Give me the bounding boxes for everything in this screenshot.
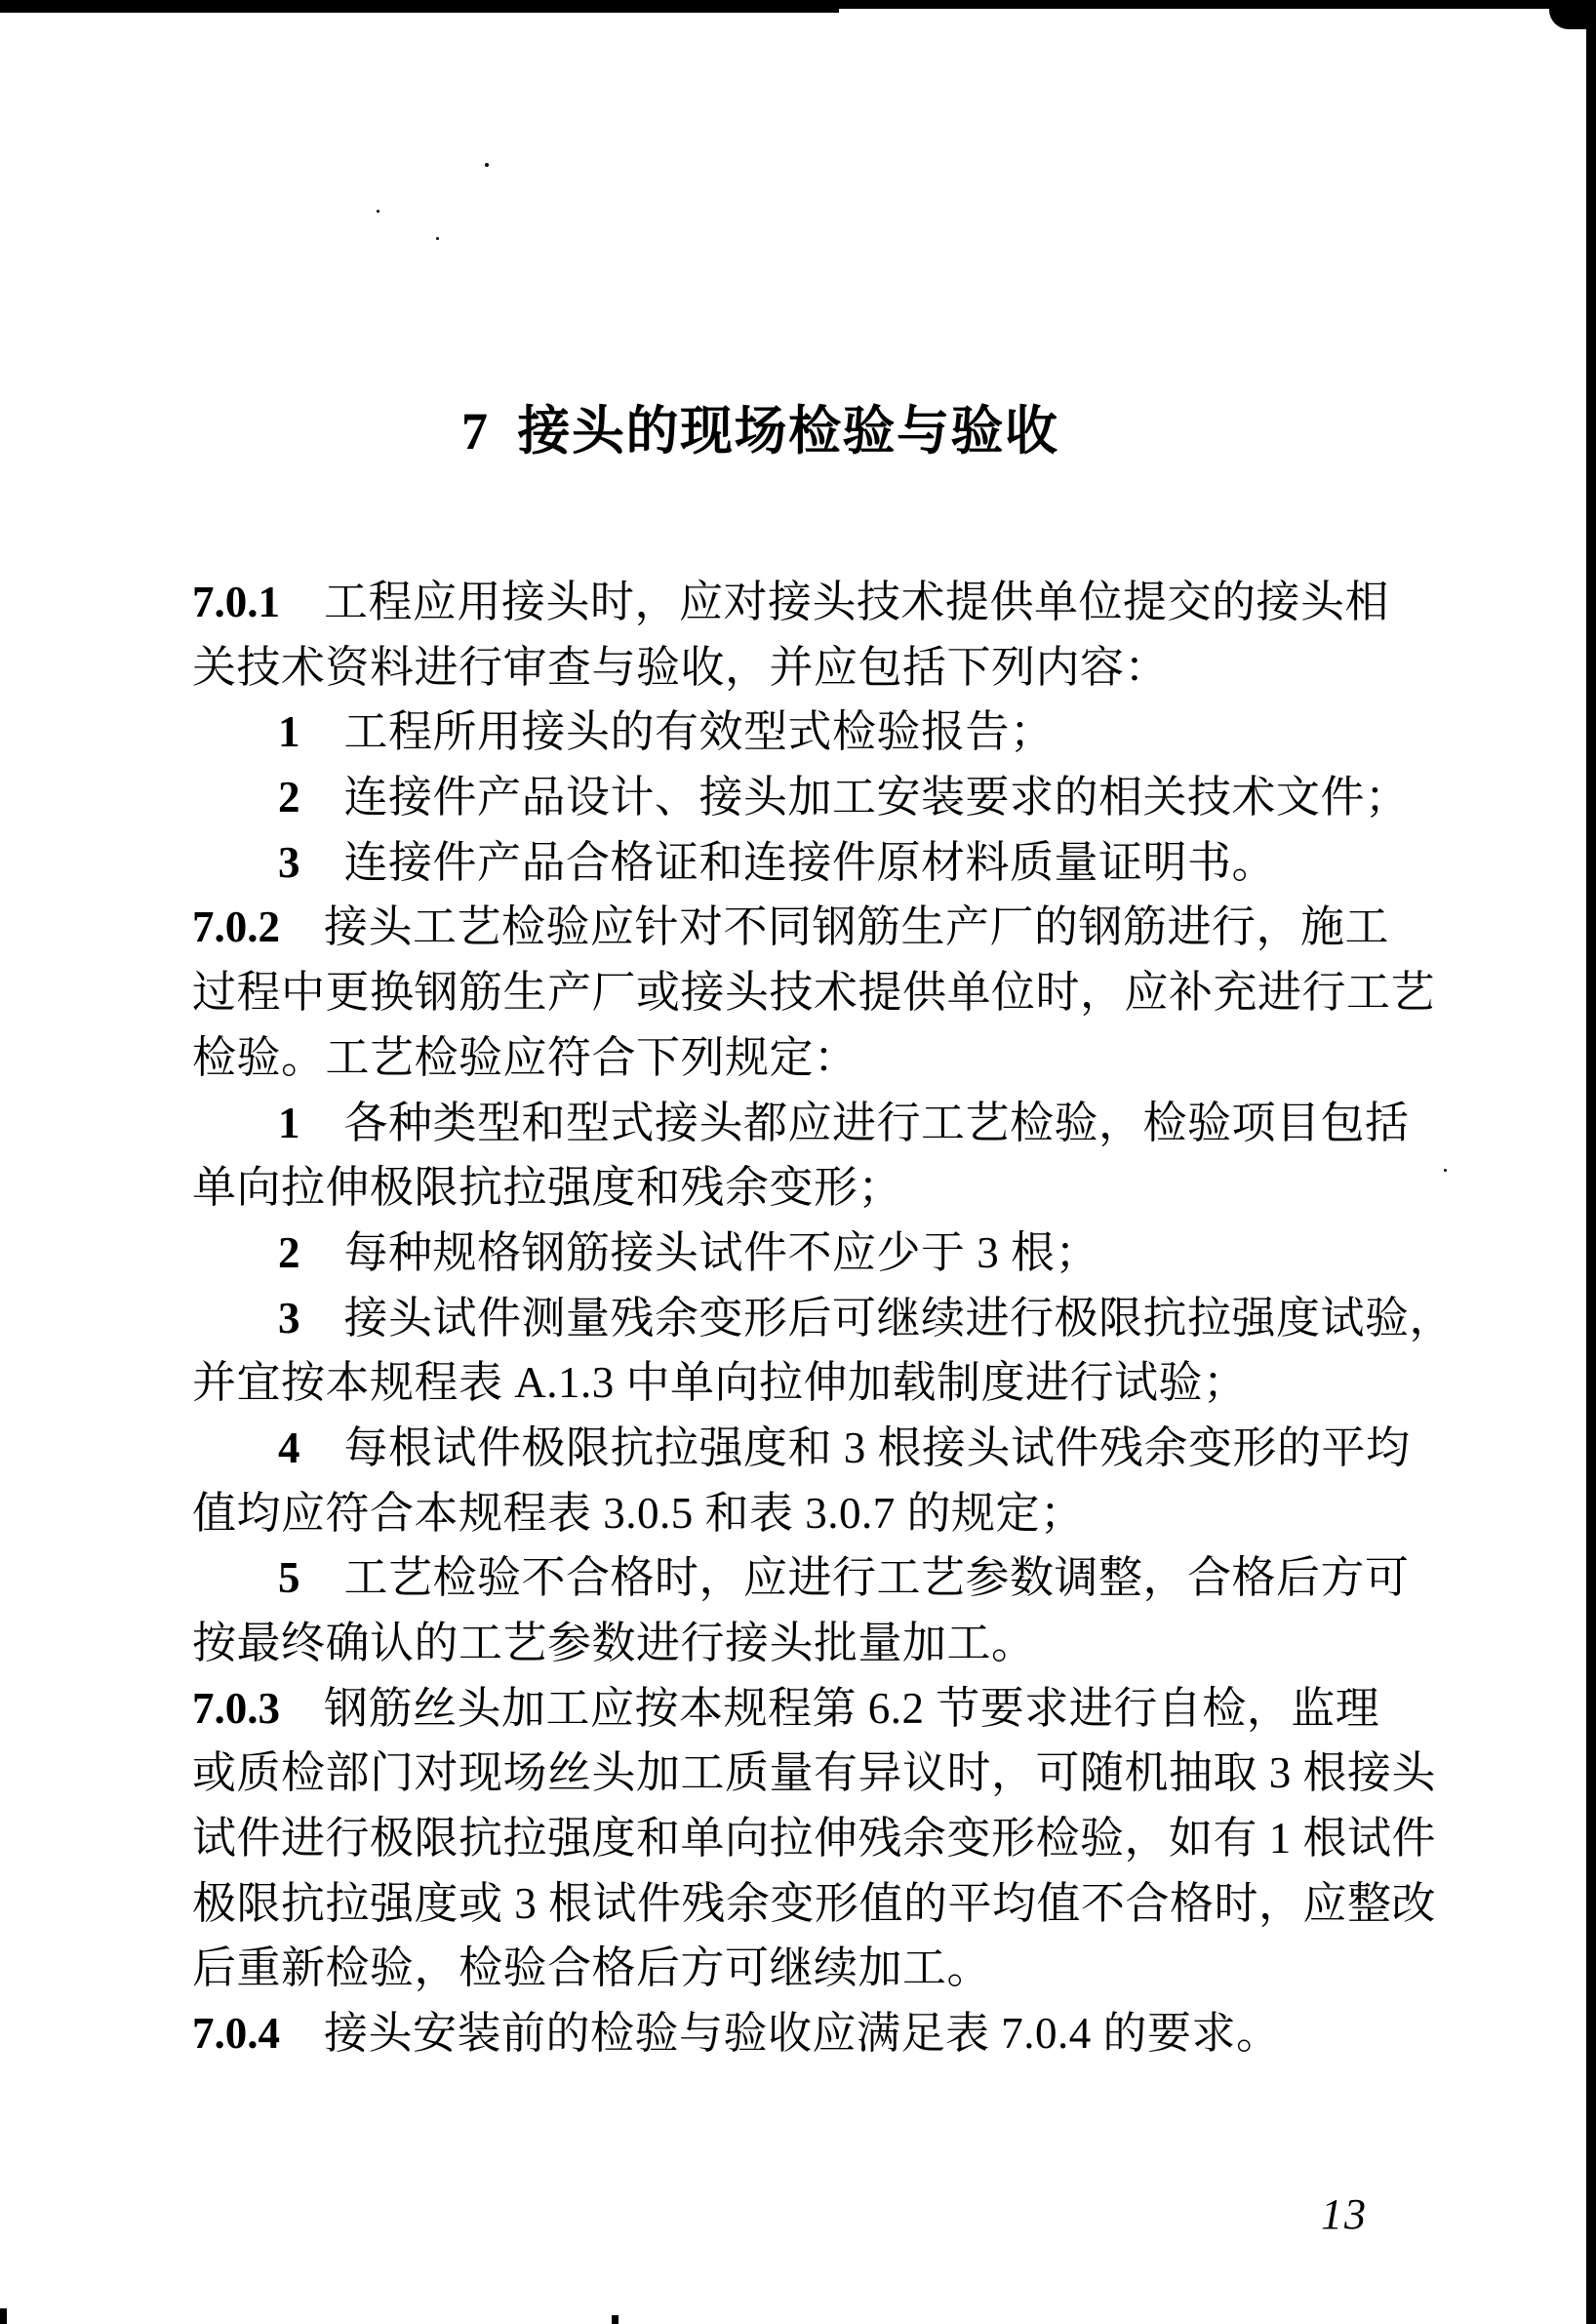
ink-speck — [485, 163, 489, 167]
text-line — [192, 1350, 1407, 1416]
ink-speck — [377, 210, 379, 213]
line-text: 工程应用接头时，应对接头技术提供单位提交的接头相 — [324, 578, 1390, 626]
chapter-title-text: 接头的现场检验与验收 — [517, 402, 1059, 461]
line-text: 工艺检验不合格时，应进行工艺参数调整，合格后方可 — [343, 1553, 1410, 1603]
text-line — [192, 1025, 1407, 1091]
text-line — [192, 1806, 1437, 1871]
text-line — [192, 700, 1407, 765]
text-line — [192, 960, 1436, 1025]
text-line — [192, 765, 1410, 830]
line-text: 值均应符合本规程表 3.0.5 和表 3.0.7 的规定； — [192, 1488, 1085, 1538]
text-line — [192, 1545, 1410, 1611]
section-label: 7.0.2 — [192, 902, 280, 952]
line-text: 每根试件极限抗拉强度和 3 根接头试件残余变形的平均 — [343, 1422, 1411, 1472]
line-text: 按最终确认的工艺参数进行接头批量加工。 — [192, 1619, 1036, 1667]
line-text: 工程所用接头的有效型式检验报告； — [343, 707, 1055, 757]
chapter-title — [461, 402, 1059, 461]
line-text: 各种类型和型式接头都应进行工艺检验，检验项目包括 — [343, 1098, 1410, 1147]
line-text: 连接件产品合格证和连接件原材料质量证明书。 — [343, 837, 1277, 887]
body-text — [192, 570, 1455, 2066]
line-text: 或质检部门对现场丝头加工质量有异议时，可随机抽取 3 根接头 — [192, 1748, 1437, 1798]
text-line — [192, 1286, 1455, 1351]
scan-edge-right — [1586, 0, 1596, 2324]
ink-speck — [1444, 1169, 1447, 1172]
item-number: 3 — [278, 1293, 300, 1342]
scan-edge-top-left — [0, 0, 839, 13]
text-line — [192, 830, 1407, 896]
line-text: 并宜按本规程表 A.1.3 中单向拉伸加载制度进行试验； — [192, 1358, 1248, 1408]
text-line — [192, 1155, 1407, 1221]
section-label: 7.0.1 — [192, 578, 280, 626]
line-text: 每种规格钢筋接头试件不应少于 3 根； — [343, 1227, 1100, 1277]
item-number: 1 — [278, 1098, 300, 1147]
item-number: 2 — [278, 773, 300, 822]
line-text: 试件进行极限抗拉强度和单向拉伸残余变形检验，如有 1 根试件 — [192, 1814, 1437, 1863]
section-label: 7.0.3 — [192, 1683, 280, 1733]
scan-mark-bottom-left — [0, 2308, 7, 2324]
text-line — [192, 1416, 1411, 1481]
scan-mark-bottom-center — [612, 2315, 618, 2324]
item-number: 2 — [278, 1227, 300, 1277]
line-text: 接头安装前的检验与验收应满足表 7.0.4 的要求。 — [324, 2009, 1281, 2059]
line-text: 检验。工艺检验应符合下列规定： — [192, 1032, 858, 1082]
text-line — [192, 895, 1407, 960]
line-text: 连接件产品设计、接头加工安装要求的相关技术文件； — [343, 773, 1410, 822]
section-label: 7.0.4 — [192, 2009, 280, 2059]
text-line — [192, 1221, 1407, 1286]
text-line — [192, 2001, 1407, 2066]
line-text: 关技术资料进行审查与验收，并应包括下列内容： — [192, 642, 1170, 692]
ink-speck — [436, 237, 439, 240]
item-number: 5 — [278, 1553, 300, 1603]
item-number: 3 — [278, 837, 300, 887]
text-line — [192, 1611, 1407, 1676]
line-text: 接头工艺检验应针对不同钢筋生产厂的钢筋进行，施工 — [324, 902, 1390, 952]
text-line — [192, 635, 1407, 701]
text-line — [192, 570, 1407, 635]
text-line — [192, 1741, 1437, 1806]
line-text: 单向拉伸极限抗拉强度和残余变形； — [192, 1163, 903, 1213]
text-line — [192, 1871, 1437, 1937]
line-text: 极限抗拉强度或 3 根试件残余变形值的平均值不合格时，应整改 — [192, 1878, 1437, 1928]
text-line — [192, 1091, 1410, 1156]
page-number: 13 — [1321, 2190, 1368, 2238]
line-text: 后重新检验，检验合格后方可继续加工。 — [192, 1943, 992, 1993]
text-line — [192, 1481, 1407, 1546]
item-number: 1 — [278, 707, 300, 757]
item-number: 4 — [278, 1422, 300, 1472]
line-text: 钢筋丝头加工应按本规程第 6.2 节要求进行自检，监理 — [324, 1683, 1380, 1733]
line-text: 接头试件测量残余变形后可继续进行极限抗拉强度试验， — [343, 1293, 1455, 1342]
text-line — [192, 1936, 1407, 2001]
line-text: 过程中更换钢筋生产厂或接头技术提供单位时，应补充进行工艺 — [192, 968, 1436, 1018]
chapter-number: 7 — [461, 402, 490, 461]
text-line — [192, 1676, 1407, 1742]
